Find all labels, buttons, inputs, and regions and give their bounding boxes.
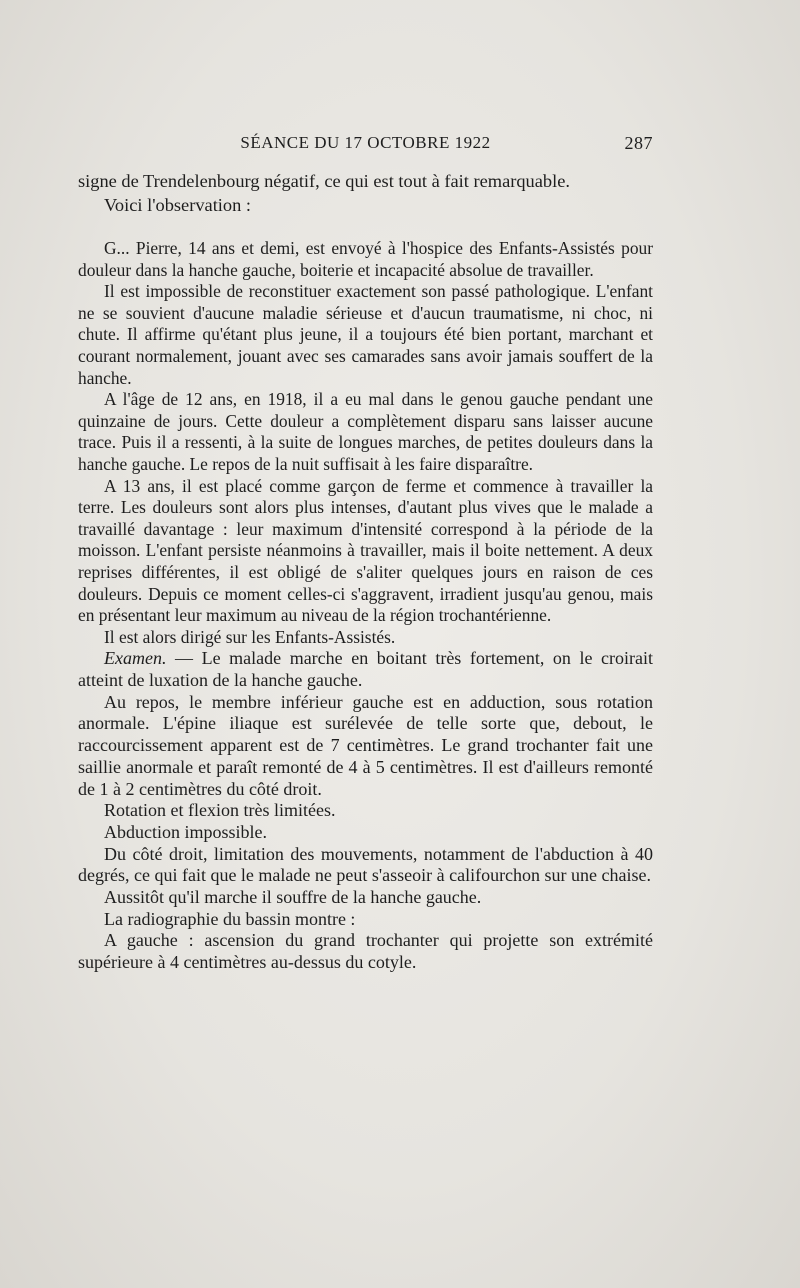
page-number: 287: [624, 133, 653, 153]
paragraph-10: Rotation et flexion très limitées.: [104, 800, 336, 821]
paragraph-1: signe de Trendelenbourg négatif, ce qui est tout à fait remarquable.: [78, 171, 570, 191]
paragraph-11: Abduction impossible.: [104, 821, 267, 842]
page-header: [78, 133, 653, 157]
body-text: [78, 170, 653, 974]
paragraph-4: Il est impossible de reconstituer exactement son passé pathologique. L'enfant ne se souvient d'aucune maladie sérieuse et d'aucun traumatisme, ni choc, ni chute. Il affirme qu'étant plus jeune, il a toujours été bien portant, marchant et courant normalement, jouant avec ses camarades sans avoir jamais souffert de la hanche.: [78, 281, 653, 388]
paragraph-6: A 13 ans, il est placé comme garçon de ferme et commence à travailler la terre. Les douleurs sont alors plus intenses, d'autant plus vives que le malade a travaillé davantage : leur maximum d'intensité correspond à la période de la moisson. L'enfant persiste néanmoins à travailler, mais il boite nettement. A deux reprises différentes, il est obligé de s'aliter quelques jours en raison de ces douleurs. Depuis ce moment celles-ci s'aggravent, irradient jusqu'au genou, mais en présentant leur maximum au niveau de la région trochantérienne.: [78, 475, 653, 626]
section-lead: Examen.: [104, 648, 167, 669]
paragraph-7: Il est alors dirigé sur les Enfants-Assistés.: [104, 626, 396, 647]
paragraph-13: Aussitôt qu'il marche il souffre de la hanche gauche.: [104, 887, 482, 908]
running-head: SÉANCE DU 17 OCTOBRE 1922: [240, 133, 491, 152]
paragraph-8-text: — Le malade marche en boitant très fortement, on le croirait atteint de luxation de la hanche gauche.: [78, 648, 653, 690]
paragraph-2: Voici l'observation :: [104, 194, 252, 215]
paragraph-15: A gauche : ascension du grand trochanter qui projette son extrémité supérieure à 4 centimètres au-dessus du cotyle.: [78, 930, 653, 973]
paragraph-9: Au repos, le membre inférieur gauche est en adduction, sous rotation anormale. L'épine iliaque est surélevée de telle sorte que, debout, le raccourcissement apparent est de 7 centimètres. Le grand trochanter fait une saillie anormale et paraît remonté de 4 à 5 centimètres. Il est d'ailleurs remonté de 1 à 2 centimètres du côté droit.: [78, 691, 653, 799]
paragraph-5: A l'âge de 12 ans, en 1918, il a eu mal dans le genou gauche pendant une quinzaine de jours. Cette douleur a complètement disparu sans laisser aucune trace. Puis il a ressenti, à la suite de longues marches, de petites douleurs dans la hanche gauche. Le repos de la nuit suffisait à les faire disparaître.: [78, 389, 653, 474]
paragraph-8: [78, 648, 653, 691]
paragraph-14: La radiographie du bassin montre :: [104, 908, 356, 929]
paragraph-12: Du côté droit, limitation des mouvements, notamment de l'abduction à 40 degrés, ce qui fait que le malade ne peut s'asseoir à califourchon sur une chaise.: [78, 843, 653, 886]
paragraph-3: G... Pierre, 14 ans et demi, est envoyé à l'hospice des Enfants-Assistés pour douleur dans la hanche gauche, boiterie et incapacité absolue de travailler.: [78, 238, 653, 280]
